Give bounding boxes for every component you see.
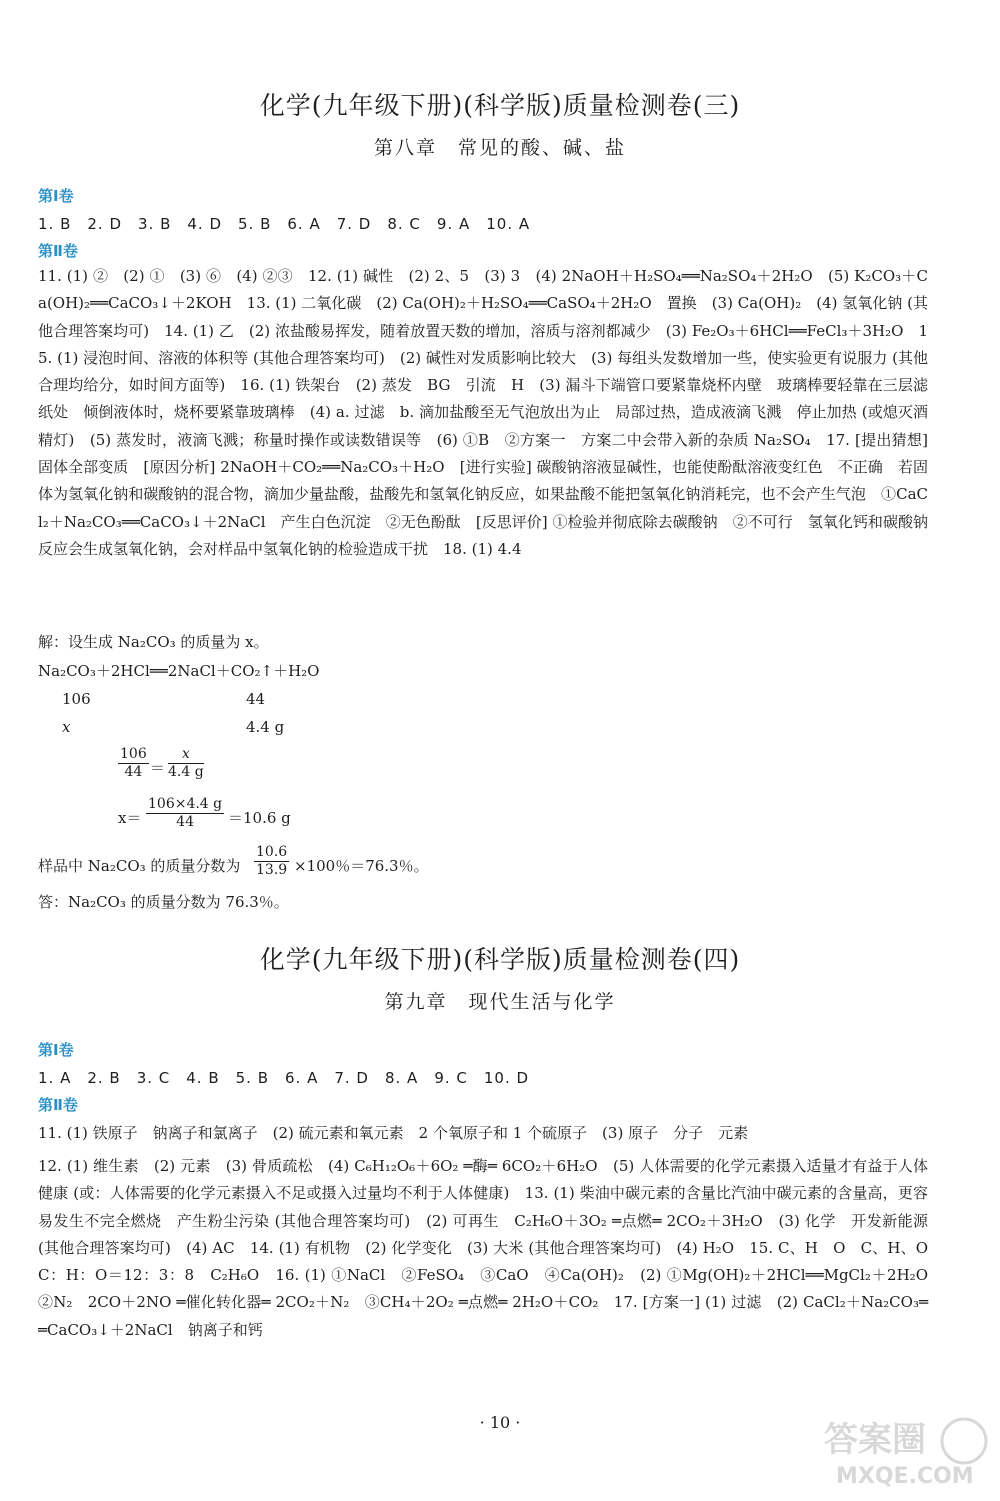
test4-part2-label: 第Ⅱ卷: [38, 1096, 78, 1114]
test3-subtitle: 第八章 常见的酸、碱、盐: [373, 137, 626, 159]
watermark-logo: [814, 1411, 994, 1491]
calc-lhs: x＝: [118, 809, 142, 827]
test4-title: 化学(九年级下册)(科学版)质量检测卷(四): [259, 945, 741, 974]
calc-num: 106×4.4 g: [148, 796, 223, 812]
solution-molar-mass-1: 106: [62, 690, 91, 708]
ratio-equals: ＝: [150, 759, 166, 777]
solution-equation: Na₂CO₃＋2HCl══2NaCl＋CO₂↑＋H₂O: [38, 662, 320, 680]
final-answer: 答：Na₂CO₃ 的质量分数为 76.3％。: [38, 893, 289, 911]
ratio-den-1: 44: [124, 764, 143, 780]
mass-fraction: [254, 844, 289, 879]
calc-den: 44: [176, 814, 194, 830]
test3-part2-text: 11. (1) ② (2) ① (3) ⑥ (4) ②③ 12. (1) 碱性 (2) 2、5 (3) 3 (4) 2NaOH＋H₂SO₄══Na₂SO₄＋2H₂O (5) K₂CO₃＋Ca(OH)₂══CaCO₃↓＋2KOH 13. (1) 二氧化碳 (2) Ca(OH)₂＋H₂SO₄══CaSO₄＋2H₂O 置换 (3) Ca(OH)₂ (4) 氢氧化钠 (其他合理答案均可) 14. (1) 乙 (2) 浓盐酸易挥发，随着放置天数的增加，溶质与溶剂都减少 (3) Fe₂O₃＋6HCl══FeCl₃＋3H₂O 15. (1) 浸泡时间、溶液的体积等 (其他合理答案均可) (2) 碱性对发质影响比较大 (3) 每组头发数增加一些，使实验更有说服力 (其他合理均给分，如时间方面等) 16. (1) 铁架台 (2) 蒸发 BG 引流 H (3) 漏斗下端管口要紧靠烧杯内壁 玻璃棒要轻靠在三层滤纸处 倾倒液体时，烧杯要紧靠玻璃棒 (4) a. 过滤 b. 滴加盐酸至无气泡放出为止 局部过热，造成液滴飞溅 停止加热 (或熄灭酒精灯) (5) 蒸发时，液滴飞溅；称量时操作或读数错误等 (6) ①B ②方案一 方案二中会带入新的杂质 Na₂SO₄ 17. [提出猜想] 固体全部变质 [原因分析] 2NaOH＋CO₂══Na₂CO₃＋H₂O [进行实验] 碳酸钠溶液显碱性，也能使酚酞溶液变红色 不正确 若固体为氢氧化钠和碳酸钠的混合物，滴加少量盐酸，盐酸先和氢氧化钠反应，如果盐酸不能把氢氧化钠消耗完，也不会产生气泡 ①CaCl₂＋Na₂CO₃══CaCO₃↓＋2NaCl 产生白色沉淀 ②无色酚酞 [反思评价] ①检验并彻底除去碳酸钠 ②不可行 氢氧化钙和碳酸钠反应会生成氢氧化钠，会对样品中氢氧化钠的检验造成干扰 18. (1) 4.4: [38, 267, 928, 558]
mass-fraction-den: 13.9: [256, 862, 288, 878]
watermark-text-2: MXQE.COM: [836, 1464, 974, 1489]
solution-intro: 解：设生成 Na₂CO₃ 的质量为 x。: [38, 633, 269, 651]
test3-part1-answers: 1. B 2. D 3. B 4. D 5. B 6. A 7. D 8. C 9. A 10. A: [38, 215, 531, 233]
test3-part2-label: 第Ⅱ卷: [38, 242, 78, 260]
ratio-fraction-1: [118, 746, 149, 781]
ratio-num-1: 106: [120, 746, 147, 762]
ratio-den-2: 4.4 g: [168, 764, 204, 780]
watermark-text-1: 答案圈: [824, 1420, 926, 1460]
test4-part1-answers: 1. A 2. B 3. C 4. B 5. B 6. A 7. D 8. A 9. C 10. D: [38, 1069, 530, 1087]
mass-fraction-rhs: ×100％＝76.3％。: [294, 857, 429, 875]
calc-rhs: ＝10.6 g: [228, 809, 291, 827]
calc-fraction: [146, 796, 224, 831]
test4-q11: 11. (1) 铁原子 钠离子和氯离子 (2) 硫元素和氧元素 2 个氧原子和 1 个硫原子 (3) 原子 分子 元素: [38, 1124, 749, 1142]
solution-var-1: x: [62, 718, 71, 736]
ratio-num-2: x: [168, 746, 204, 764]
test3-title: 化学(九年级下册)(科学版)质量检测卷(三): [259, 91, 741, 120]
page-number: · 10 ·: [479, 1413, 521, 1432]
solution-var-2: 4.4 g: [246, 718, 285, 736]
test4-part2-text: 12. (1) 维生素 (2) 元素 (3) 骨质疏松 (4) C₆H₁₂O₆＋6O₂ ═酶═ 6CO₂＋6H₂O (5) 人体需要的化学元素摄入适量才有益于人体健康 (或：人体需要的化学元素摄入不足或摄入过量均不利于人体健康) 13. (1) 柴油中碳元素的含量比汽油中碳元素的含量高，更容易发生不完全燃烧 产生粉尘污染 (其他合理答案均可) (2) 可再生 C₂H₆O＋3O₂ ═点燃═ 2CO₂＋3H₂O (3) 化学 开发新能源 (其他合理答案均可) (4) AC 14. (1) 有机物 (2) 化学变化 (3) 大米 (其他合理答案均可) (4) H₂O 15. C、H O C、H、O C：H：O＝12：3：8 C₂H₆O 16. (1) ①NaCl ②FeSO₄ ③CaO ④Ca(OH)₂ (2) ①Mg(OH)₂＋2HCl══MgCl₂＋2H₂O ②N₂ 2CO＋2NO ═催化转化器═ 2CO₂＋N₂ ③CH₄＋2O₂ ═点燃═ 2H₂O＋CO₂ 17. [方案一] (1) 过滤 (2) CaCl₂＋Na₂CO₃══CaCO₃↓＋2NaCl 钠离子和钙: [38, 1157, 944, 1339]
watermark-circle: [942, 1419, 986, 1463]
test4-subtitle: 第九章 现代生活与化学: [384, 991, 616, 1013]
mass-fraction-num: 10.6: [256, 844, 288, 860]
mass-fraction-lhs: 样品中 Na₂CO₃ 的质量分数为: [38, 857, 241, 875]
ratio-fraction-2: [168, 746, 204, 781]
test4-part1-label: 第Ⅰ卷: [38, 1041, 74, 1059]
solution-molar-mass-2: 44: [246, 690, 266, 708]
test3-part1-label: 第Ⅰ卷: [38, 187, 74, 205]
